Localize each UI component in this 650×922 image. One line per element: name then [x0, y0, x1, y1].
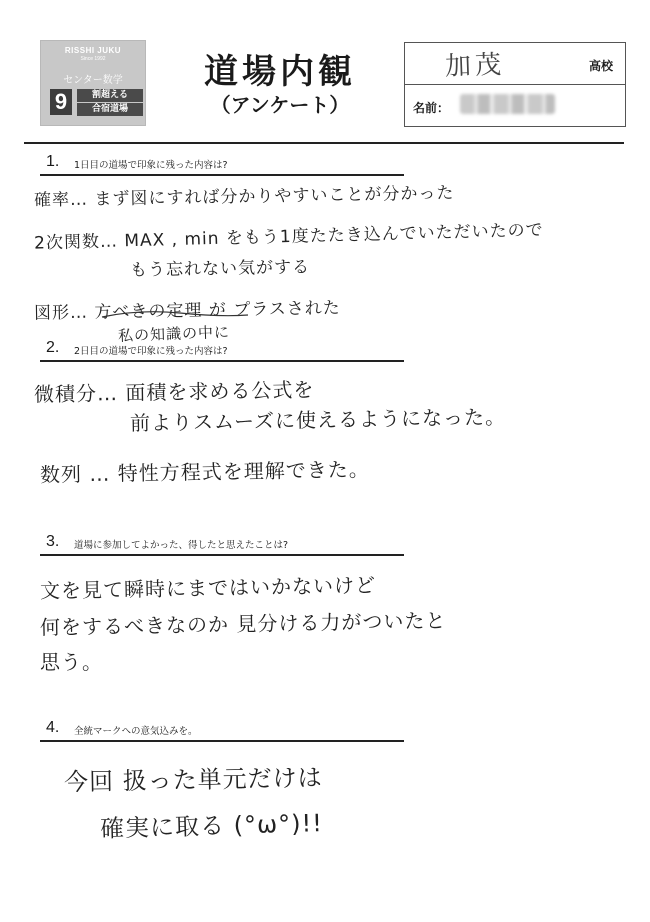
- section-1-number: 1.: [46, 153, 60, 170]
- section-2-header: [40, 338, 404, 362]
- section-2-question: 2日目の道場で印象に残った内容は?: [74, 346, 228, 357]
- answer-1-line-3: もう忘れない気がする: [129, 257, 311, 281]
- section-3-number: 3.: [46, 533, 60, 550]
- section-2-number: 2.: [46, 339, 60, 356]
- student-info-box: [404, 42, 626, 127]
- name-redacted-blur: [460, 94, 555, 114]
- school-suffix-label: 高校: [588, 59, 613, 73]
- info-box-divider: [405, 84, 625, 85]
- section-1-question: 1日目の道場で印象に残った内容は?: [74, 160, 228, 171]
- answer-1-insertion: 私の知識の中に: [117, 323, 231, 345]
- answer-2-line-3: 数列 … 特性方程式を理解できた。: [39, 457, 370, 487]
- answer-2-line-1: 微積分… 面積を求める公式を: [33, 377, 315, 407]
- logo-line-1: 割超える: [77, 89, 143, 102]
- section-3-question: 道場に参加してよかった、得したと思えたことは?: [74, 540, 289, 551]
- school-name-handwritten: 加茂: [444, 49, 506, 83]
- section-3-header: [40, 532, 404, 556]
- answer-4-line-1: 今回 扱った単元だけは: [63, 763, 323, 797]
- logo-since: Since 1992: [80, 56, 106, 62]
- logo-subject: センター数学: [63, 75, 123, 86]
- name-label: 名前：: [413, 101, 450, 115]
- answer-2-line-2: 前よりスムーズに使えるようになった。: [129, 404, 507, 436]
- section-4-header: [40, 718, 404, 742]
- page-subtitle: （アンケート）: [210, 93, 350, 117]
- answer-3-line-3: 思う。: [40, 650, 103, 674]
- logo-digit: 9: [50, 89, 72, 115]
- logo-line-2: 合宿道場: [77, 103, 143, 116]
- answer-3-line-2: 何をするべきなのか 見分ける力がついたと: [39, 608, 447, 640]
- answer-1-line-1: 確率… まず図にすれば分かりやすいことが分かった: [33, 183, 455, 211]
- answer-1-line-4: 図形… 方べきの定理 が プラスされた: [33, 298, 341, 324]
- answer-4-line-2: 確実に取る (°ω°)!!: [99, 809, 324, 843]
- answer-3-line-1: 文を見て瞬時にまではいかないけど: [39, 573, 377, 603]
- section-1-header: [40, 152, 404, 176]
- answer-1-line-2: 2次関数… MAX , min をもう1度たたき込んでいただいたので: [33, 220, 544, 254]
- section-4-number: 4.: [46, 719, 60, 736]
- page-title: 道場内観: [204, 52, 356, 92]
- header-rule: [24, 142, 624, 144]
- juku-logo: [40, 40, 146, 126]
- section-4-question: 全統マークへの意気込みを。: [74, 726, 198, 737]
- logo-brand: RISSHI JUKU: [64, 46, 122, 55]
